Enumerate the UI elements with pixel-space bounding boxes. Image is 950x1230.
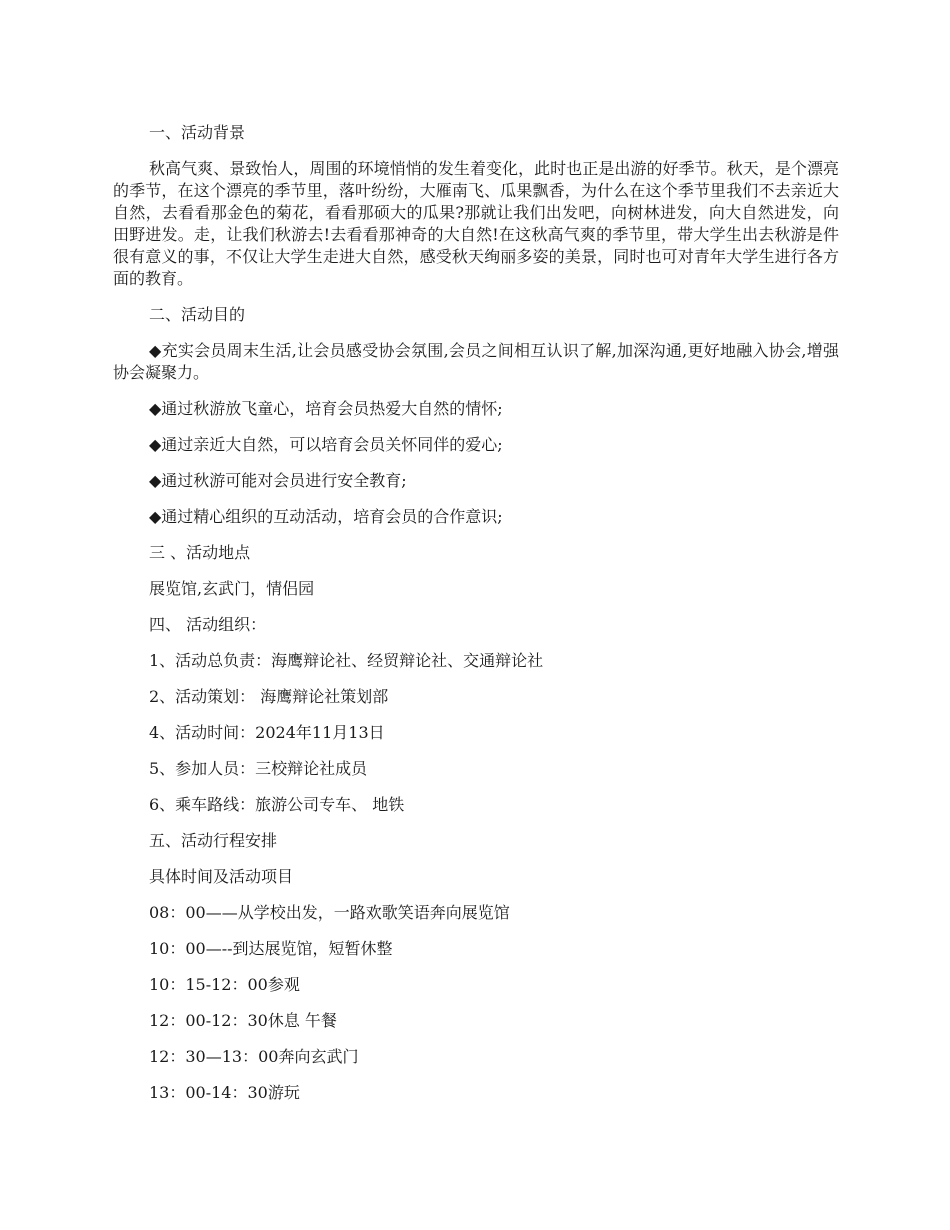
document-body	[113, 122, 839, 1118]
section-heading-schedule: 五、活动行程安排	[149, 831, 278, 850]
purpose-item: ◆通过亲近大自然，可以培育会员关怀同伴的爱心;	[149, 435, 503, 454]
schedule-item: 08：00——从学校出发，一路欢歌笑语奔向展览馆	[149, 903, 510, 922]
section-heading-organization: 四、 活动组织：	[149, 615, 267, 634]
purpose-item: ◆通过秋游放飞童心，培育会员热爱大自然的情怀;	[149, 399, 503, 418]
organization-item: 5、参加人员：三校辩论社成员	[149, 759, 368, 778]
section-heading-location: 三 、活动地点	[149, 543, 251, 562]
organization-item: 4、活动时间：2024年11月13日	[149, 723, 385, 742]
schedule-item: 10：00—--到达展览馆，短暂休整	[149, 939, 393, 958]
background-paragraph: 秋高气爽、景致怡人，周围的环境悄悄的发生着变化，此时也正是出游的好季节。秋天，是个漂亮的季节，在这个漂亮的季节里，落叶纷纷，大雁南飞、瓜果飘香，为什么在这个季节里我们不去亲近大自然，去看看那金色的菊花，看看那硕大的瓜果?那就让我们出发吧，向树林进发，向大自然进发，向田野进发。走，让我们秋游去!去看看那神奇的大自然!在这秋高气爽的季节里，带大学生出去秋游是件很有意义的事，不仅让大学生走进大自然，感受秋天绚丽多姿的美景，同时也可对青年大学生进行各方面的教育。	[113, 159, 839, 288]
schedule-item: 12：30—13：00奔向玄武门	[149, 1047, 359, 1066]
organization-item: 1、活动总负责：海鹰辩论社、经贸辩论社、交通辩论社	[149, 651, 544, 670]
section-heading-purpose: 二、活动目的	[149, 305, 246, 324]
organization-item: 6、乘车路线：旅游公司专车、 地铁	[149, 795, 405, 814]
schedule-item: 10：15-12：00参观	[149, 975, 300, 994]
schedule-item: 13：00-14：30游玩	[149, 1083, 300, 1102]
schedule-subheading: 具体时间及活动项目	[149, 867, 294, 886]
location-text: 展览馆,玄武门，情侣园	[149, 579, 315, 598]
organization-item: 2、活动策划： 海鹰辩论社策划部	[149, 687, 389, 706]
purpose-item: ◆通过秋游可能对会员进行安全教育;	[149, 471, 407, 490]
schedule-item: 12：00-12：30休息 午餐	[149, 1011, 337, 1030]
purpose-item: ◆通过精心组织的互动活动，培育会员的合作意识;	[149, 507, 503, 526]
section-heading-background: 一、活动背景	[149, 123, 246, 142]
purpose-item: ◆充实会员周末生活,让会员感受协会氛围,会员之间相互认识了解,加深沟通,更好地融入协会,增强协会凝聚力。	[113, 341, 839, 382]
